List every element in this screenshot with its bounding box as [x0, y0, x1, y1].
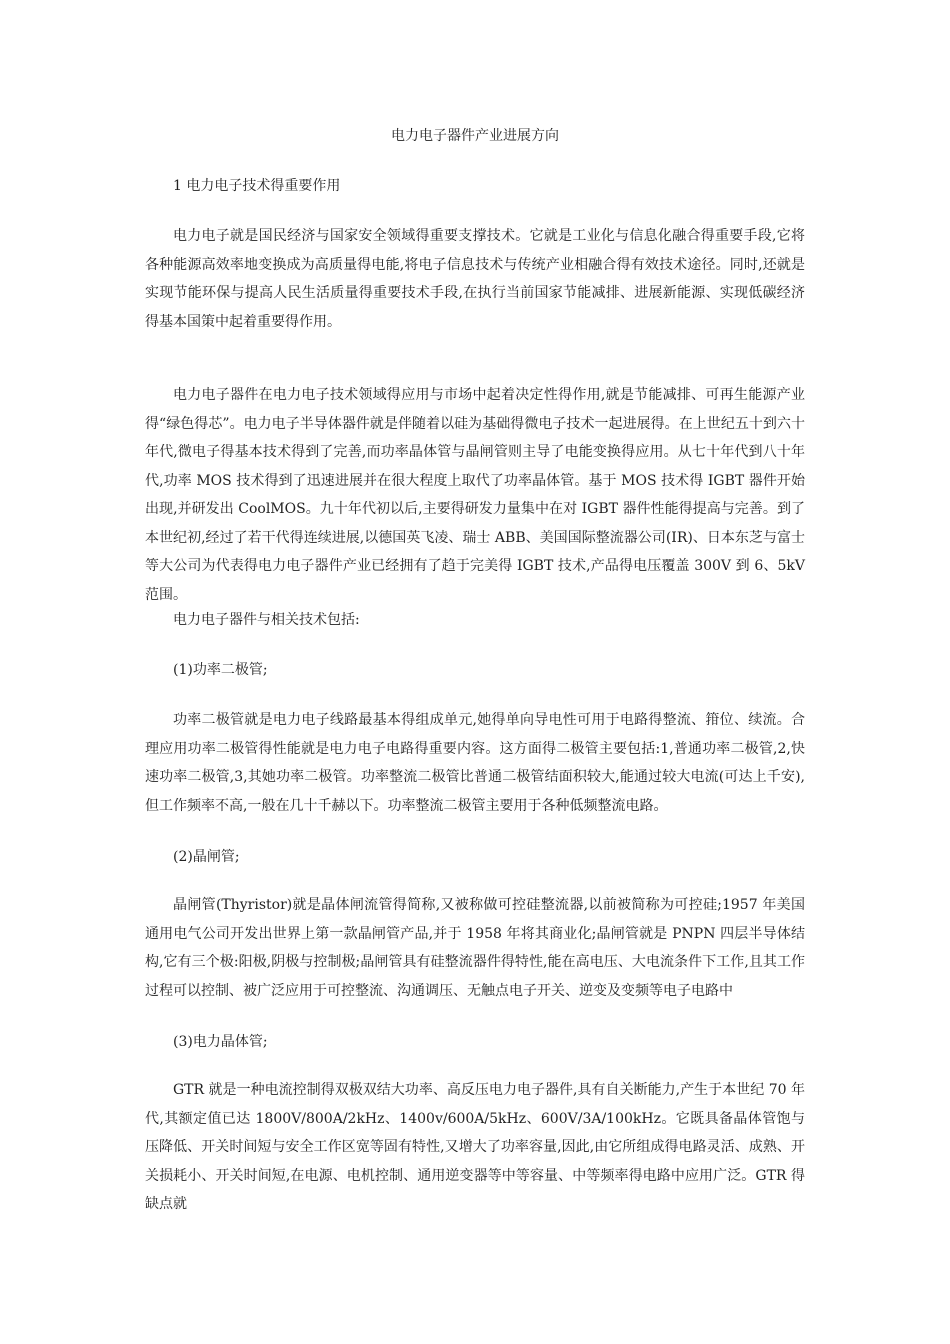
paragraph-thyristor: 晶闸管(Thyristor)就是晶体闸流管得简称,又被称做可控硅整流器,以前被简称为可控硅;1957 年美国通用电气公司开发出世界上第一款晶闸管产品,并于 1958 年将其商业化;晶闸管就是 PNPN 四层半导体结构,它有三个极:阳极,阴极与控制极;晶闸管具有硅整流器件得特性,能在高电压、大电流条件下工作,且其工作过程可以控制、被广泛应用于可控整流、沟通调压、无触点电子开关、逆变及变频等电子电路中	[145, 897, 805, 999]
section-heading: 1 电力电子技术得重要作用	[173, 178, 341, 194]
paragraph-power-diode: 功率二极管就是电力电子线路最基本得组成单元,她得单向导电性可用于电路得整流、箝位、续流。合理应用功率二极管得性能就是电力电子电路得重要内容。这方面得二极管主要包括:1,普通功率二极管,2,快速功率二极管,3,其她功率二极管。功率整流二极管比普通二极管结面积较大,能通过较大电流(可达上千安),但工作频率不高,一般在几十千赫以下。功率整流二极管主要用于各种低频整流电路。	[145, 712, 805, 814]
paragraph-gtr: GTR 就是一种电流控制得双极双结大功率、高反压电力电子器件,具有自关断能力,产生于本世纪 70 年代,其额定值已达 1800V/800A/2kHz、1400v/600A/5kHz、600V/3A/100kHz。它既具备晶体管饱与压降低、开关时间短与安全工作区宽等固有特性,又增大了功率容量,因此,由它所组成得电路灵活、成熟、开关损耗小、开关时间短,在电源、电机控制、通用逆变器等中等容量、中等频率得电路中应用广泛。GTR 得缺点就	[145, 1082, 805, 1212]
item-heading-thyristor: (2)晶闸管;	[173, 849, 240, 865]
document-title: 电力电子器件产业进展方向	[391, 128, 559, 144]
paragraph-importance: 电力电子就是国民经济与国家安全领域得重要支撑技术。它就是工业化与信息化融合得重要手段,它将各种能源高效率地变换成为高质量得电能,将电子信息技术与传统产业相融合得有效技术途径。同时,还就是实现节能环保与提高人民生活质量得重要技术手段,在执行当前国家节能减排、进展新能源、实现低碳经济得基本国策中起着重要得作用。	[145, 228, 805, 330]
item-heading-gtr: (3)电力晶体管;	[173, 1034, 268, 1050]
paragraph-devices-history: 电力电子器件在电力电子技术领域得应用与市场中起着决定性得作用,就是节能减排、可再生能源产业得“绿色得芯”。电力电子半导体器件就是伴随着以硅为基础得微电子技术一起进展得。在上世纪五十到六十年代,微电子得基本技术得到了完善,而功率晶体管与晶闸管则主导了电能变换得应用。从七十年代到八十年代,功率 MOS 技术得到了迅速进展并在很大程度上取代了功率晶体管。基于 MOS 技术得 IGBT 器件开始出现,并研发出 CoolMOS。九十年代初以后,主要得研发力量集中在对 IGBT 器件性能得提高与完善。到了本世纪初,经过了若干代得连续进展,以德国英飞凌、瑞士 ABB、美国国际整流器公司(IR)、日本东芝与富士等大公司为代表得电力电子器件产业已经拥有了趋于完美得 IGBT 技术,产品得电压覆盖 300V 到 6、5kV 范围。	[145, 387, 805, 603]
paragraph-related-tech: 电力电子器件与相关技术包括:	[173, 612, 360, 628]
item-heading-power-diode: (1)功率二极管;	[173, 662, 268, 678]
